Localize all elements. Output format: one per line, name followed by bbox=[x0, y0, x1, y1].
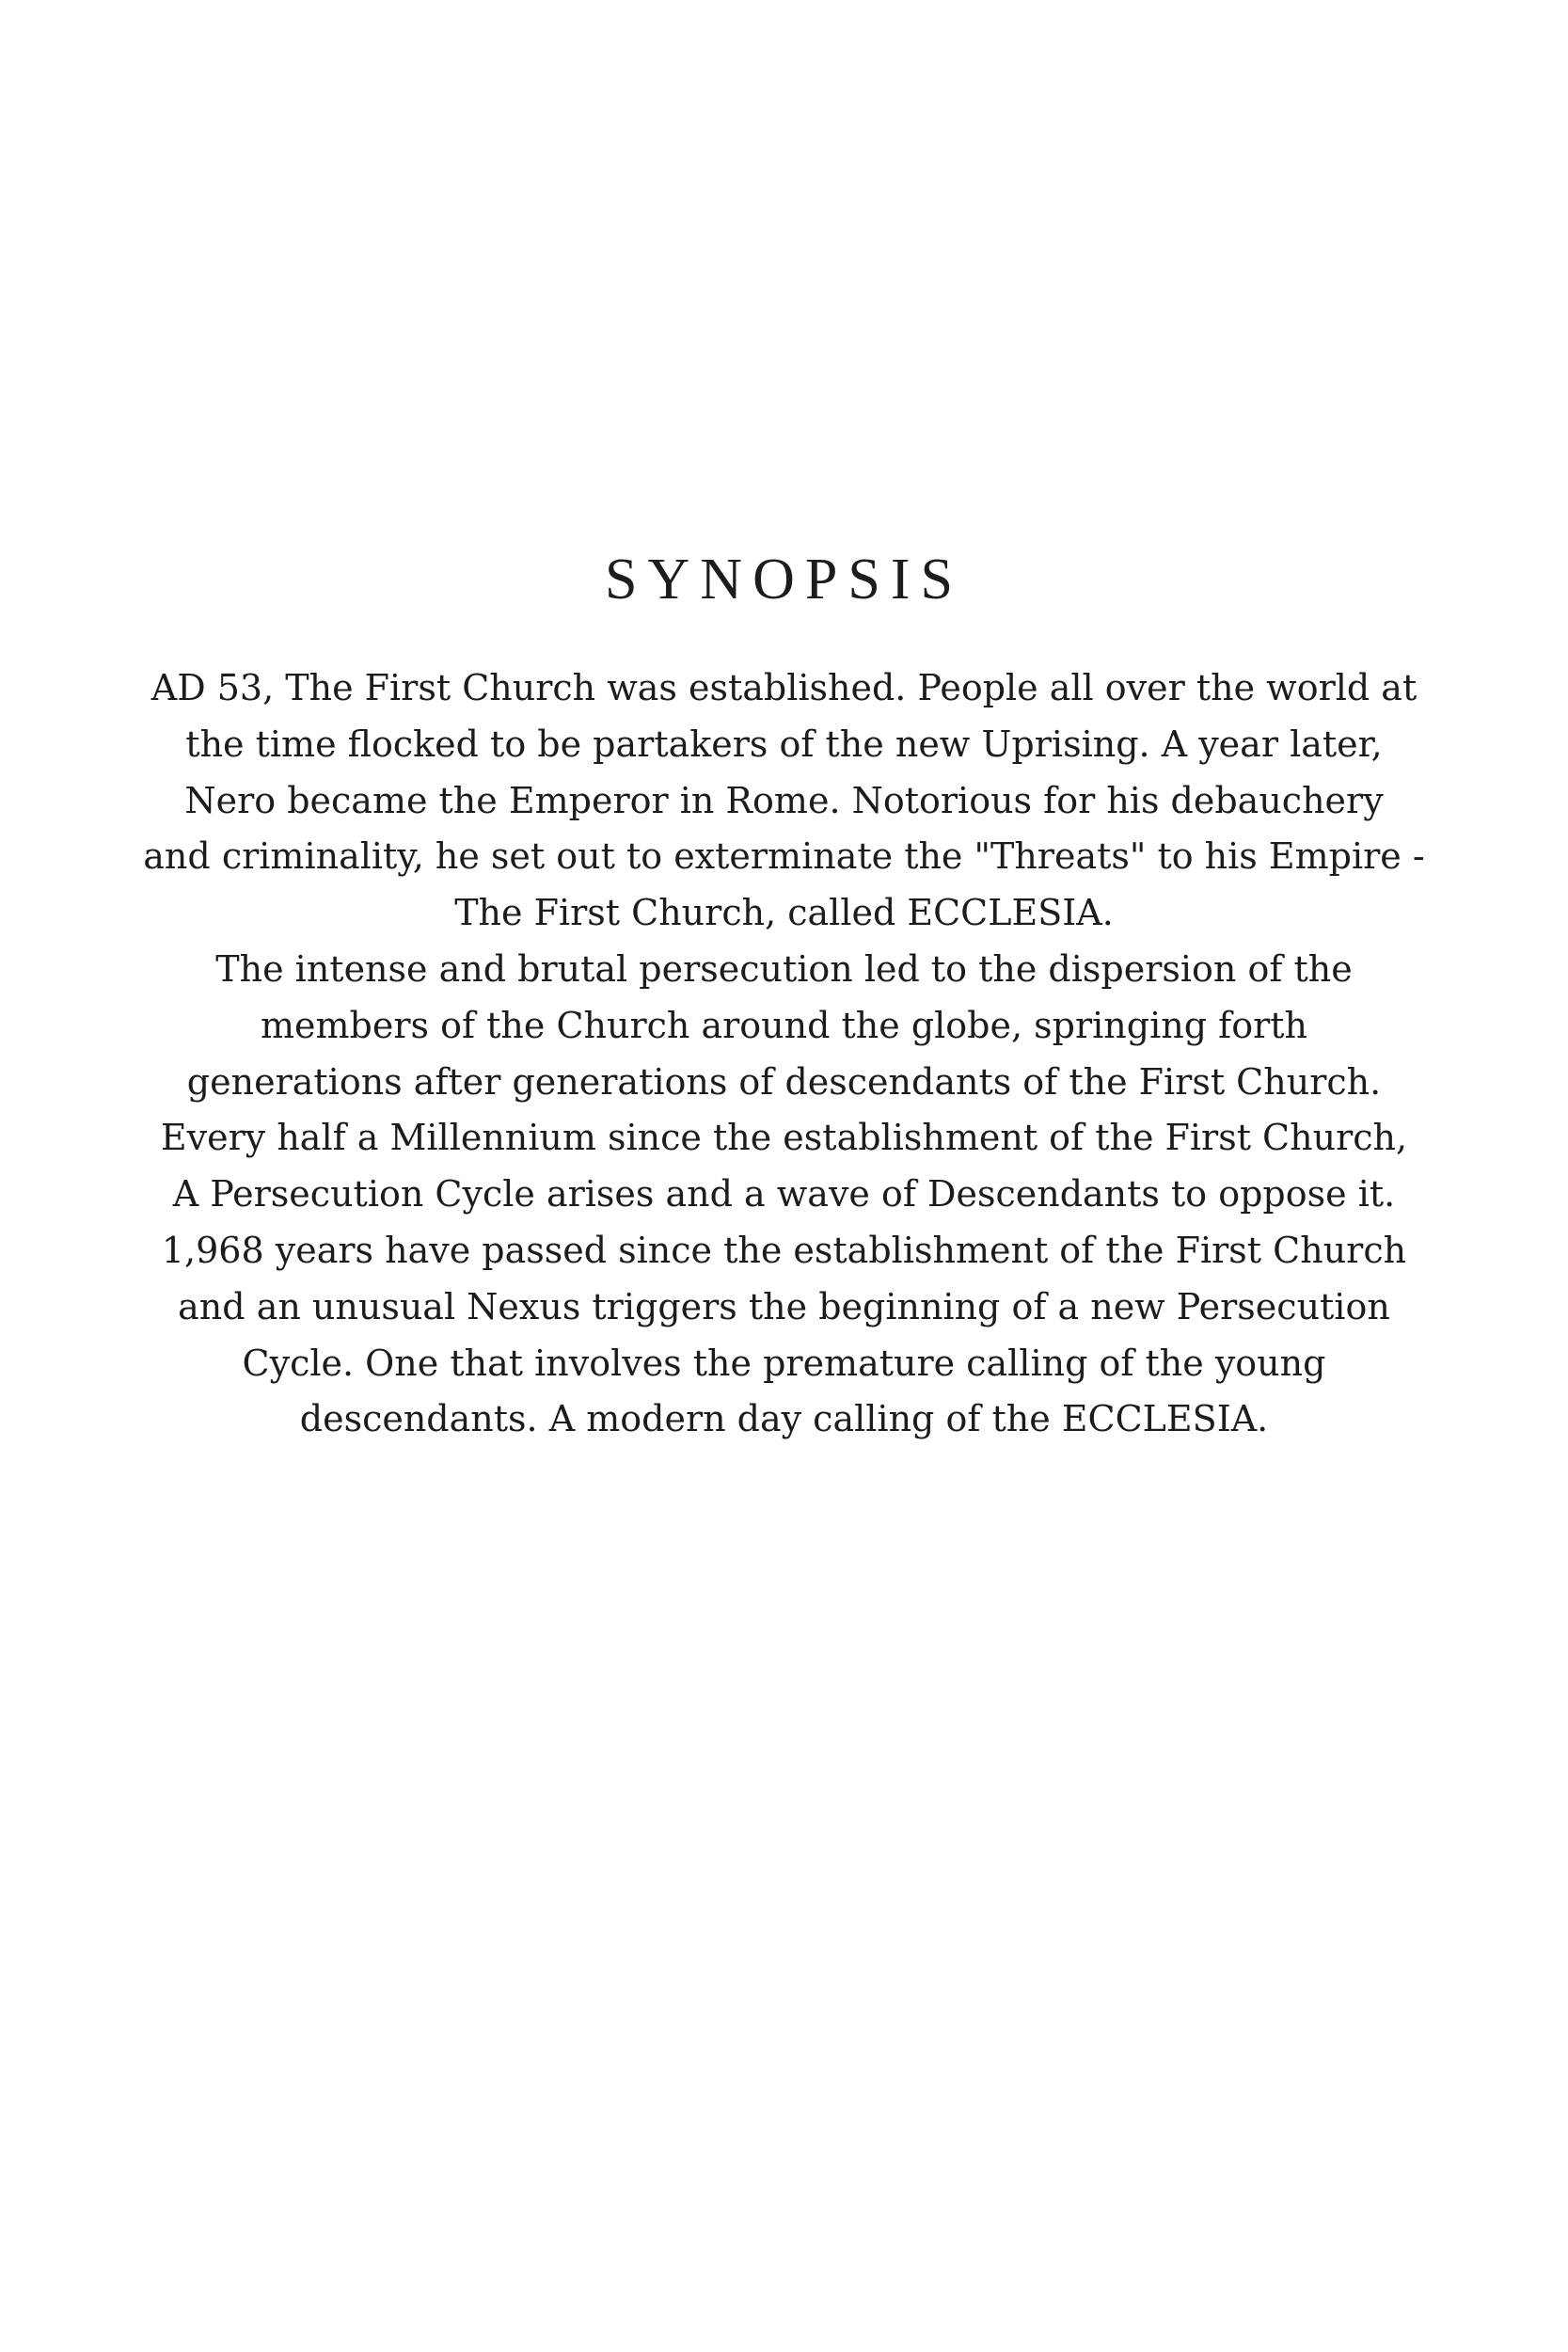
synopsis-line: and an unusual Nexus triggers the beginning of a new Persecution bbox=[178, 1285, 1390, 1327]
synopsis-line: and criminality, he set out to exterminate the "Threats" to his Empire - bbox=[143, 835, 1425, 878]
synopsis-line: generations after generations of descendants of the First Church. bbox=[186, 1060, 1382, 1103]
synopsis-line: 1,968 years have passed since the establishment of the First Church bbox=[161, 1229, 1407, 1271]
page-title: SYNOPSIS bbox=[605, 548, 963, 612]
synopsis-line: AD 53, The First Church was established. People all over the world at bbox=[150, 667, 1418, 708]
synopsis-body bbox=[132, 660, 1436, 1448]
synopsis-line: members of the Church around the globe, springing forth bbox=[261, 1004, 1307, 1046]
synopsis-line: the time flocked to be partakers of the new Uprising. A year later, bbox=[185, 723, 1383, 765]
synopsis-line: descendants. A modern day calling of the ECCLESIA. bbox=[299, 1398, 1269, 1440]
synopsis-line: Cycle. One that involves the premature calling of the young bbox=[242, 1342, 1326, 1384]
synopsis-line: The intense and brutal persecution led to the dispersion of the bbox=[215, 947, 1353, 990]
synopsis-line: Nero became the Emperor in Rome. Notorious for his debauchery bbox=[184, 779, 1384, 821]
synopsis-line: The First Church, called ECCLESIA. bbox=[454, 892, 1114, 934]
synopsis-line: A Persecution Cycle arises and a wave of Descendants to oppose it. bbox=[172, 1173, 1396, 1216]
synopsis-line: Every half a Millennium since the establishment of the First Church, bbox=[160, 1117, 1408, 1159]
